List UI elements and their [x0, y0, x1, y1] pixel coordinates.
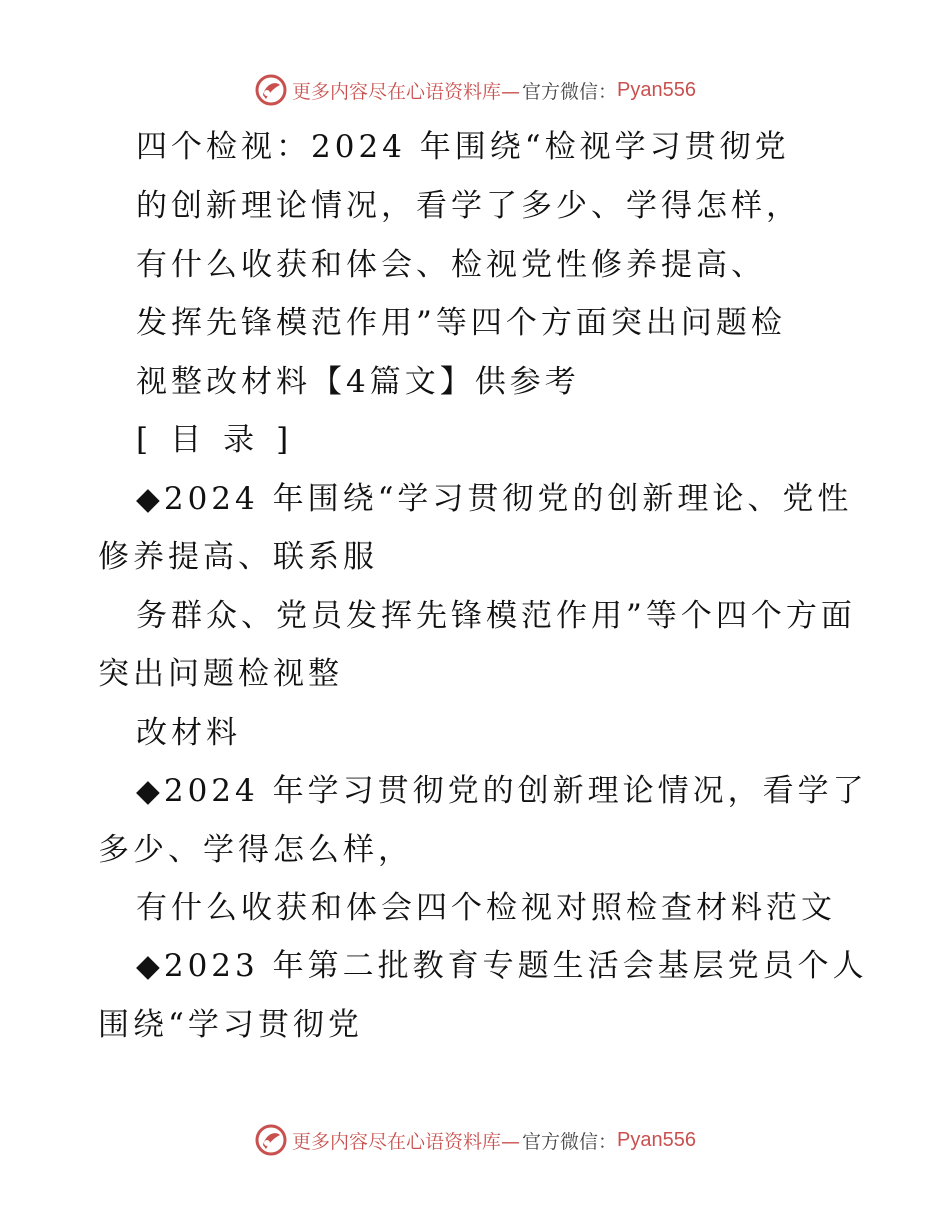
toc-heading: [目录] — [136, 422, 311, 458]
wechat-label: 官方微信： — [522, 1130, 618, 1153]
toc-item-2-line: 有什么收获和体会四个检视对照检查材料范文 — [136, 890, 836, 926]
toc-item-1-line: 突出问题检视整 — [98, 656, 343, 692]
library-logo-icon — [254, 73, 288, 107]
title-line: 四个检视：2024 年围绕“检视学习贯彻党 — [136, 129, 790, 165]
banner-text: 更多内容尽在心语资料库— — [292, 1130, 521, 1153]
title-line: 有什么收获和体会、检视党性修养提高、 — [136, 247, 766, 283]
toc-item-2-line: ◆2024 年学习贯彻党的创新理论情况，看学了 — [136, 773, 868, 809]
wechat-id: Pyan556 — [617, 1128, 696, 1151]
toc-item-2-line: 多少、学得怎么样， — [98, 832, 413, 868]
title-line: 的创新理论情况，看学了多少、学得怎样， — [136, 188, 801, 224]
title-line: 视整改材料【4篇文】供参考 — [136, 364, 580, 400]
library-logo-icon — [254, 1123, 288, 1157]
footer-banner — [0, 1120, 950, 1160]
title-line: 发挥先锋模范作用”等四个方面突出问题检 — [136, 305, 786, 341]
wechat-label: 官方微信： — [522, 80, 618, 103]
banner-text: 更多内容尽在心语资料库— — [292, 80, 521, 103]
wechat-id: Pyan556 — [617, 78, 696, 101]
toc-item-3-line: ◆2023 年第二批教育专题生活会基层党员个人 — [136, 948, 868, 984]
toc-item-3-line: 围绕“学习贯彻党 — [98, 1007, 363, 1043]
header-banner — [0, 70, 950, 110]
toc-item-1-line: 修养提高、联系服 — [98, 539, 378, 575]
toc-item-1-line: 改材料 — [136, 715, 241, 751]
toc-item-1-line: 务群众、党员发挥先锋模范作用”等个四个方面 — [136, 598, 856, 634]
toc-item-1-line: ◆2024 年围绕“学习贯彻党的创新理论、党性 — [136, 481, 853, 517]
